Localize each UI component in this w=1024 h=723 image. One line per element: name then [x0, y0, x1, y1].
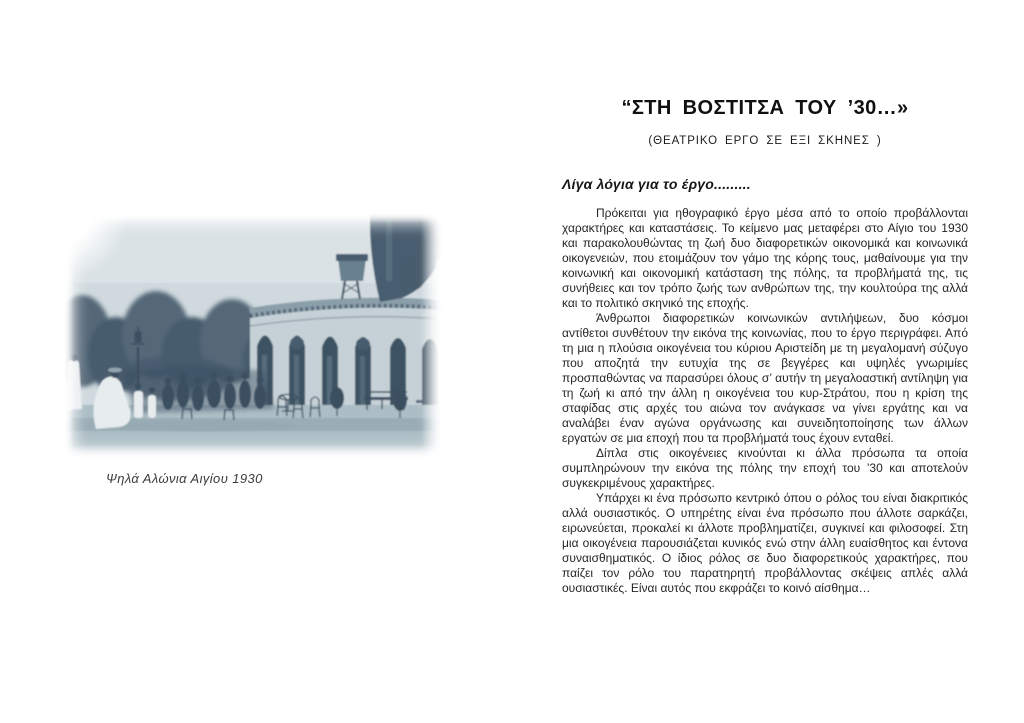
article-title: “ΣΤΗ ΒΟΣΤΙΤΣΑ ΤΟΥ ’30…»	[621, 97, 909, 119]
body-paragraphs	[562, 206, 968, 596]
photo-figure	[64, 213, 443, 459]
paragraph: Δίπλα στις οικογένειες κινούνται κι άλλα πρόσωπα τα οποία συμπληρώνουν την εικόνα της πόλης την εποχή του ’30 και αποτελούν συγκεκριμένους χαρακτήρες.	[562, 446, 968, 490]
article-column	[562, 97, 968, 596]
article-subtitle: (ΘΕΑΤΡΙΚΟ ΕΡΓΟ ΣΕ ΕΞΙ ΣΚΗΝΕΣ )	[648, 135, 882, 147]
photo-image	[64, 213, 443, 459]
paragraph: Υπάρχει κι ένα πρόσωπο κεντρικό όπου ο ρόλος του είναι διακριτικός αλλά ουσιαστικός. Ο υπηρέτης είναι ένα πρόσωπο που άλλοτε σαρκάζει, ειρωνεύεται, προκαλεί κι άλλοτε προβληματίζει, συγκινεί και φιλοσοφεί. Στη μια οικογένεια παρουσιάζεται κυνικός ενώ στην άλλη ευαίσθητος και έντονα συναισθηματικός. Ο ίδιος ρόλος σε δυο διαφορετικούς χαρακτήρες, που παίζει τον ρόλο του παρατηρητή προβάλλοντας σκέψεις απλές αλλά ουσιαστικές. Είναι αυτός που εκφράζει το κοινό αίσθημα…	[562, 491, 968, 595]
paragraph: Πρόκειται για ηθογραφικό έργο μέσα από το οποίο προβάλλονται χαρακτήρες και καταστάσεις. Το κείμενο μας μεταφέρει στο Αίγιο του 1930 και παρακολουθώντας τη ζωή δυο διαφορετικών οικονομικά και κοινωνικά οικογενειών, που ετοιμάζουν τον γάμο της κόρης τους, μαθαίνουμε για την κοινωνική και οικονομική κατάσταση της πόλης, τα προβλήματά της, τις συνήθειες και τον τρόπο ζωής των ανθρώπων της, την κουλτούρα της αλλά και το πολιτικό σκηνικό της εποχής.	[562, 206, 968, 310]
photo-caption: Ψηλά Αλώνια Αιγίου 1930	[106, 471, 263, 486]
section-heading: Λίγα λόγια για το έργο.........	[562, 176, 751, 192]
paragraph: Άνθρωποι διαφορετικών κοινωνικών αντιλήψεων, δυο κόσμοι αντίθετοι συνθέτουν την εικόνα της κοινωνίας, που το έργο περιγράφει. Από τη μια η πλούσια οικογένεια του κύριου Αριστείδη με τη μεγαλομανή σύζυγο που αποζητά την ευτυχία της σε βεγγέρες και υψηλές γνωριμίες προσπαθώντας να παρασύρει όλους σ’ αυτήν τη μεγαλοαστική αντίληψη για τη ζωή κι από την άλλη η οικογένεια του κυρ-Στράτου, που η κρίση της σταφίδας στις αρχές του αιώνα τον ανάγκασε να γίνει εργάτης και να αναλάβει έναν αγώνα οργάνωσης και συνειδητοποίησης των άλλων εργατών σε μια εποχή που τα προβλήματά τους έχουν ενταθεί.	[562, 311, 968, 445]
photo-illustration	[64, 213, 443, 459]
